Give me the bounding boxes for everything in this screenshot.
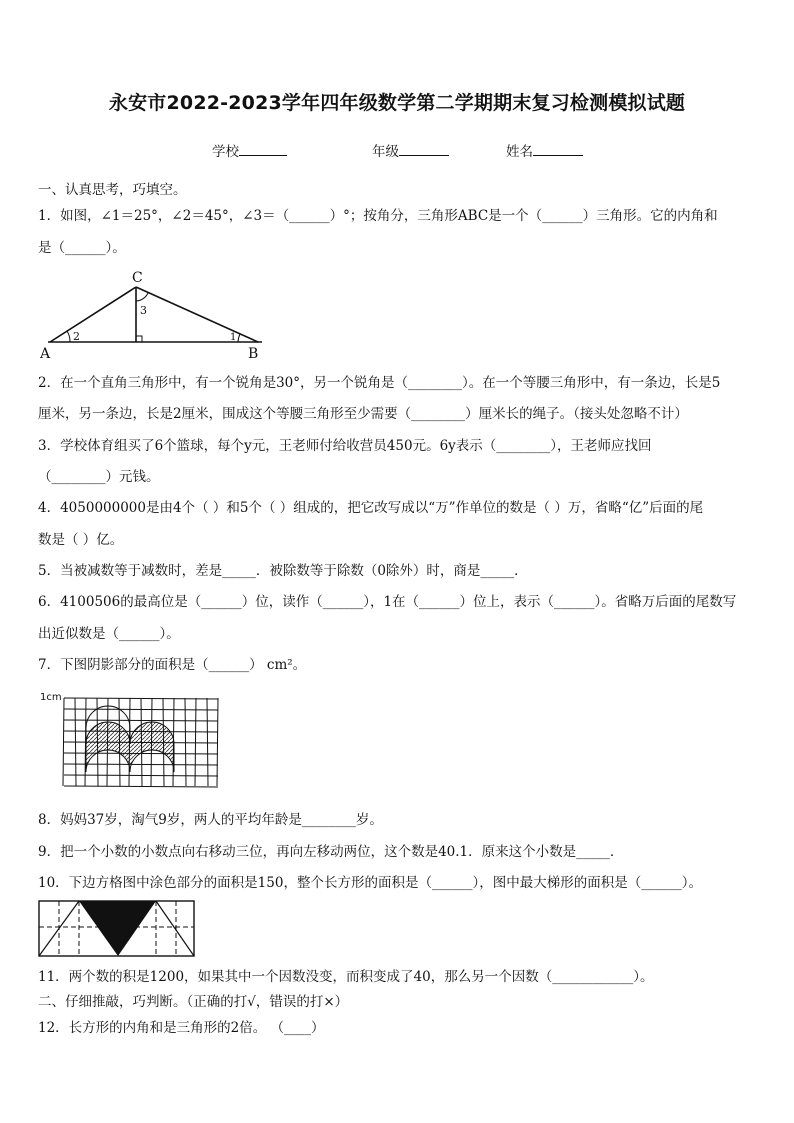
grid-figure <box>38 688 228 792</box>
question-1-line-2: 是（______）。 <box>38 240 126 256</box>
label-angle-1: 1 <box>230 332 237 343</box>
grid-vline <box>163 698 164 786</box>
label-angle-3: 3 <box>140 304 147 317</box>
question-4-line-2: 数是（ ）亿。 <box>38 532 124 548</box>
name-field <box>506 140 583 160</box>
grid-lines <box>63 698 218 787</box>
angle-3-arc <box>136 293 148 301</box>
triangle-figure <box>40 268 270 360</box>
grid-vline <box>173 698 174 786</box>
question-4-line-1: 4．4050000000是由4个（ ）和5个（ ）组成的，把它改写成以“万”作单位的数是（ ）万，省略“亿”后面的尾 <box>38 500 704 516</box>
question-11: 11．两个数的积是1200，如果其中一个因数没变，而积变成了40，那么另一个因数（____________）。 <box>38 969 654 985</box>
question-7: 7．下图阴影部分的面积是（______） cm²。 <box>38 657 307 673</box>
grid-vline <box>195 698 196 786</box>
question-2-line-1: 2．在一个直角三角形中，有一个锐角是30°，另一个锐角是（________）。在一个等腰三角形中，有一条边，长是5 <box>38 375 721 391</box>
question-1-line-1: 1．如图，∠1＝25°，∠2＝45°，∠3＝（______）°；按角分，三角形ABC是一个（______）三角形。它的内角和 <box>38 208 718 224</box>
triangle-side-ac <box>50 287 136 342</box>
label-angle-2: 2 <box>73 330 80 343</box>
grid-hline <box>64 731 218 732</box>
right-angle-mark <box>136 336 142 342</box>
grid-hline <box>64 698 218 699</box>
grade-label: 年级 <box>372 144 399 160</box>
triangle-side-cb <box>136 287 258 342</box>
question-5: 5．当被减数等于减数时，差是_____．被除数等于除数（0除外）时，商是_____． <box>38 563 528 579</box>
grid-vline <box>63 698 64 786</box>
question-6-line-2: 出近似数是（______）。 <box>38 626 180 642</box>
page-title: 永安市2022-2023学年四年级数学第二学期期末复习检测模拟试题 <box>108 92 686 114</box>
name-label: 姓名 <box>506 144 533 160</box>
question-3-line-2: （________）元钱。 <box>38 469 160 485</box>
section-1-heading: 一、认真思考，巧填空。 <box>38 182 187 198</box>
grid-vline <box>217 698 218 786</box>
question-2-line-2: 厘米，另一条边，长是2厘米，围成这个等腰三角形至少需要（________）厘米长的绳子。（接头处忽略不计） <box>38 406 688 422</box>
label-c: C <box>132 270 143 286</box>
grade-blank[interactable] <box>399 140 449 156</box>
school-field <box>212 140 287 160</box>
question-10: 10．下边方格图中涂色部分的面积是150，整个长方形的面积是（______），图中最大梯形的面积是（______）。 <box>38 875 702 891</box>
grid-vline <box>185 698 186 786</box>
question-8: 8．妈妈37岁，淘气9岁，两人的平均年龄是________岁。 <box>38 812 383 828</box>
label-a: A <box>40 346 51 360</box>
grid-unit-label: 1cm <box>40 692 62 703</box>
question-6-line-1: 6．4100506的最高位是（______）位，读作（______），1在（______）位上，表示（______）。省略万后面的尾数写 <box>38 594 737 610</box>
angle-2-arc <box>67 331 70 342</box>
label-b: B <box>248 346 259 360</box>
question-12: 12．长方形的内角和是三角形的2倍。 （____） <box>38 1020 325 1036</box>
grade-field <box>372 140 449 160</box>
angle-1-arc <box>238 334 240 342</box>
grid-vline <box>141 698 142 786</box>
school-blank[interactable] <box>239 140 287 156</box>
grid-vline <box>151 698 152 786</box>
question-9: 9．把一个小数的小数点向右移动三位，再向左移动两位，这个数是40.1．原来这个小数是_____． <box>38 844 624 860</box>
grid-hline <box>64 709 218 710</box>
question-3-line-1: 3．学校体育组买了6个篮球，每个y元，王老师付给收营员450元。6y表示（________），王老师应找回 <box>38 438 652 454</box>
school-label: 学校 <box>212 144 239 160</box>
grid-hline <box>64 786 218 787</box>
grid-vline <box>207 698 208 786</box>
name-blank[interactable] <box>533 140 583 156</box>
section-2-heading: 二、仔细推敲，巧判断。（正确的打√，错误的打×） <box>38 994 349 1010</box>
trapezoid-figure <box>38 900 198 960</box>
